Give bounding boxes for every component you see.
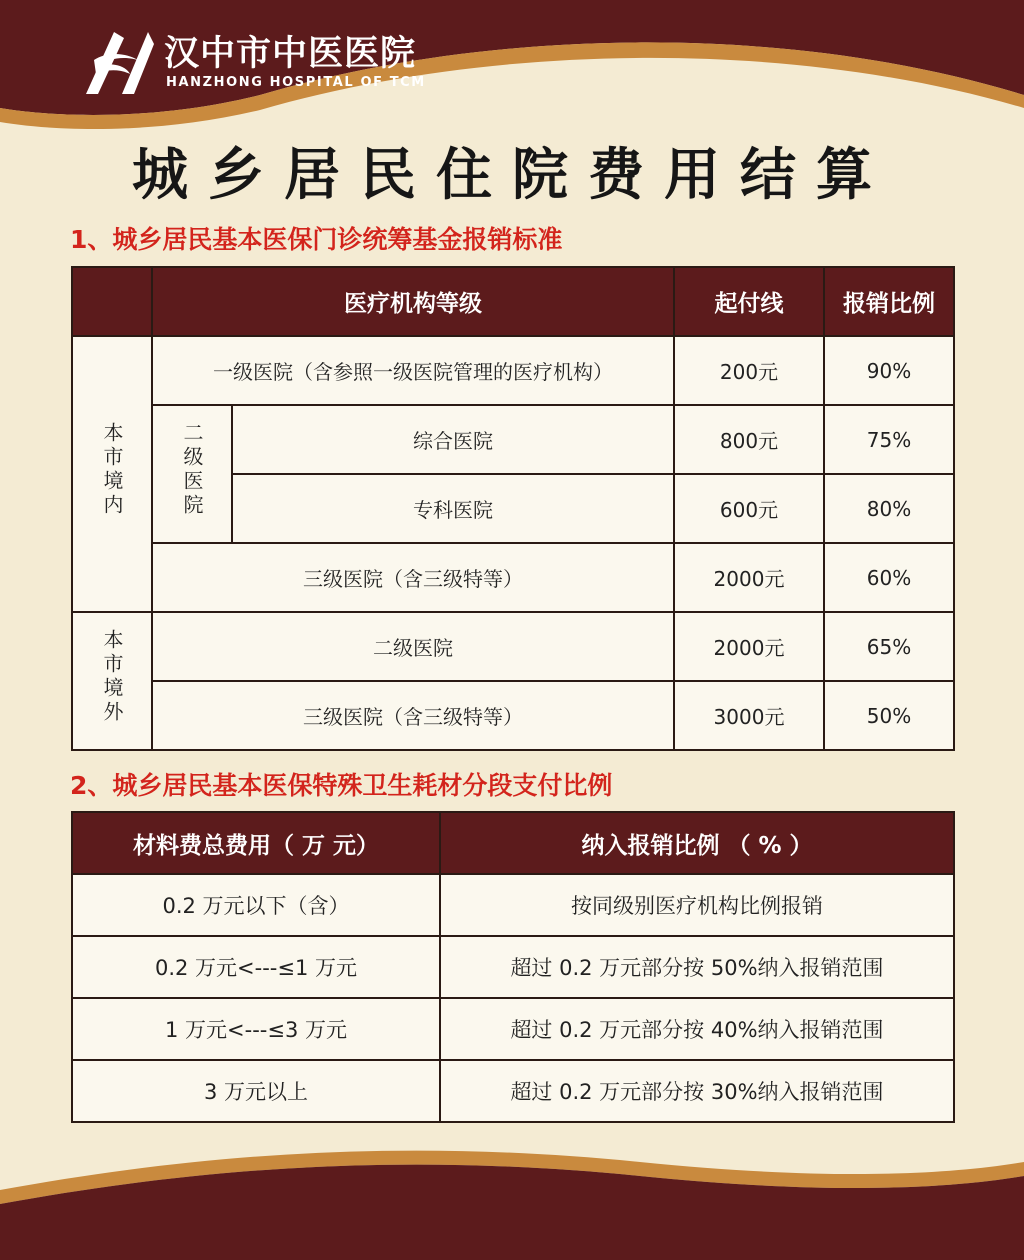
institution-name: 综合医院 [232, 405, 674, 474]
institution-name: 三级医院（含三级特等） [152, 681, 674, 750]
deductible-value: 600元 [674, 474, 824, 543]
header-ratio: 报销比例 [824, 267, 954, 336]
deductible-value: 2000元 [674, 612, 824, 681]
ratio-value: 60% [824, 543, 954, 612]
payment-rule: 按同级别医疗机构比例报销 [440, 874, 954, 936]
table-header-row [72, 267, 954, 336]
table-row [72, 543, 954, 612]
group-level2-label: 二级医院 [180, 422, 204, 518]
payment-rule: 超过 0.2 万元部分按 40%纳入报销范围 [440, 998, 954, 1060]
ratio-value: 65% [824, 612, 954, 681]
header-reimburse-ratio: 纳入报销比例 （ % ） [440, 812, 954, 874]
deductible-value: 3000元 [674, 681, 824, 750]
payment-rule: 超过 0.2 万元部分按 50%纳入报销范围 [440, 936, 954, 998]
group-outside [72, 612, 152, 750]
group-outside-label: 本市境外 [100, 629, 124, 725]
table-row [72, 998, 954, 1060]
cost-range: 0.2 万元<---≤1 万元 [72, 936, 440, 998]
ratio-value: 90% [824, 336, 954, 405]
table-row [72, 874, 954, 936]
table-row [72, 936, 954, 998]
group-local-label: 本市境内 [100, 422, 124, 518]
table-row [72, 612, 954, 681]
group-local [72, 336, 152, 612]
table-header-row [72, 812, 954, 874]
payment-rule: 超过 0.2 万元部分按 30%纳入报销范围 [440, 1060, 954, 1122]
hospital-logo-icon [78, 30, 156, 98]
table-row [72, 681, 954, 750]
section2-title: 2、城乡居民基本医保特殊卫生耗材分段支付比例 [70, 771, 613, 800]
table-row [72, 1060, 954, 1122]
institution-name: 一级医院（含参照一级医院管理的医疗机构） [152, 336, 674, 405]
cost-range: 0.2 万元以下（含） [72, 874, 440, 936]
cost-range: 1 万元<---≤3 万元 [72, 998, 440, 1060]
group-level2 [152, 405, 232, 543]
table-row [72, 336, 954, 405]
institution-name: 专科医院 [232, 474, 674, 543]
cost-range: 3 万元以上 [72, 1060, 440, 1122]
ratio-value: 80% [824, 474, 954, 543]
header-deductible: 起付线 [674, 267, 824, 336]
table-row [72, 405, 954, 474]
institution-name: 三级医院（含三级特等） [152, 543, 674, 612]
header-blank [72, 267, 152, 336]
page-title: 城乡居民住院费用结算 [132, 143, 892, 208]
ratio-value: 50% [824, 681, 954, 750]
header-total-cost: 材料费总费用（ 万 元） [72, 812, 440, 874]
deductible-value: 200元 [674, 336, 824, 405]
institution-name: 二级医院 [152, 612, 674, 681]
deductible-value: 2000元 [674, 543, 824, 612]
header-institution: 医疗机构等级 [152, 267, 674, 336]
consumables-payment-table [71, 811, 955, 1123]
section1-title: 1、城乡居民基本医保门诊统筹基金报销标准 [70, 225, 563, 254]
deductible-value: 800元 [674, 405, 824, 474]
hospital-name-cn: 汉中市中医医院 [164, 34, 417, 74]
hospital-name-en: HANZHONG HOSPITAL OF TCM [166, 75, 426, 90]
ratio-value: 75% [824, 405, 954, 474]
reimbursement-standard-table [71, 266, 955, 751]
